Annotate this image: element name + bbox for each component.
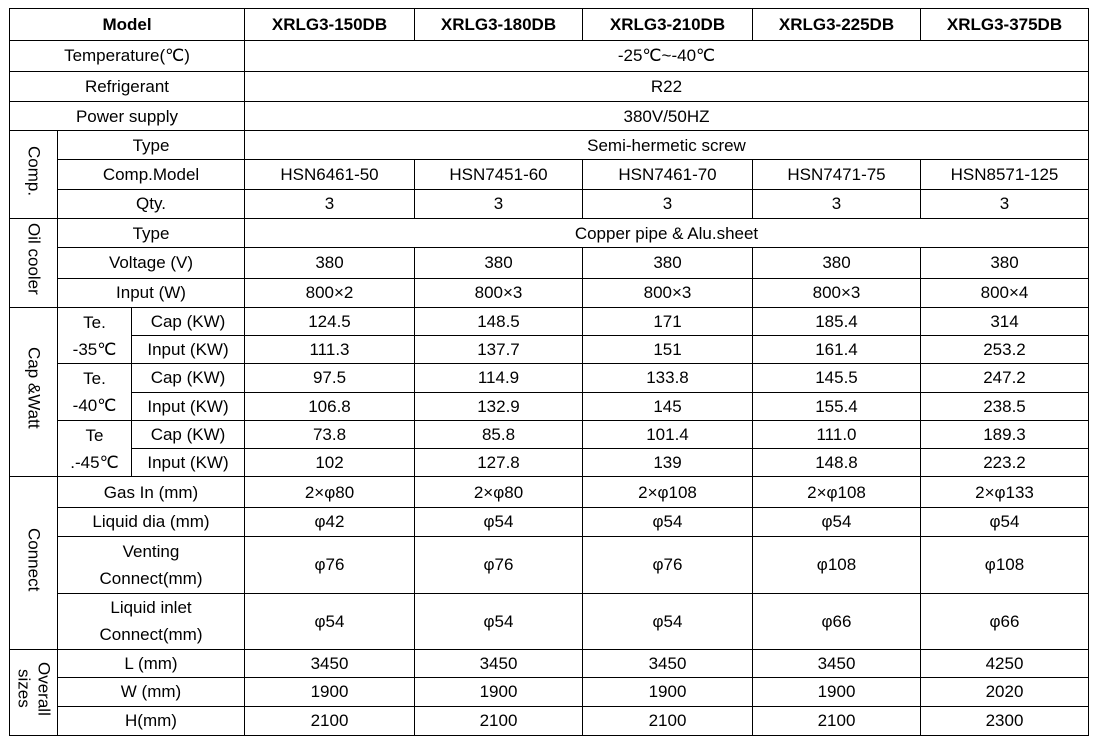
model-name: XRLG3-225DB xyxy=(753,9,921,41)
table-cell: 800×3 xyxy=(753,278,921,307)
table-cell: 2300 xyxy=(921,706,1089,735)
input-40-row xyxy=(10,392,1089,420)
model-name: XRLG3-210DB xyxy=(583,9,753,41)
table-cell: 106.8 xyxy=(245,392,415,420)
oil-input-label: Input (W) xyxy=(58,278,245,307)
comp-qty-row xyxy=(10,189,1089,218)
temperature-value: -25℃~-40℃ xyxy=(245,41,1089,71)
cap-label: Cap (KW) xyxy=(132,307,245,335)
table-cell: 101.4 xyxy=(583,420,753,448)
table-cell: 132.9 xyxy=(415,392,583,420)
table-cell: φ76 xyxy=(245,536,415,593)
table-cell: 380 xyxy=(415,248,583,278)
oil-cooler-group-text: Oil cooler xyxy=(24,223,44,295)
te-45-label xyxy=(58,420,132,477)
table-cell: 127.8 xyxy=(415,449,583,477)
table-cell: 2020 xyxy=(921,678,1089,706)
table-cell: 2100 xyxy=(415,706,583,735)
model-name: XRLG3-180DB xyxy=(415,9,583,41)
table-cell: 1900 xyxy=(415,678,583,706)
refrigerant-label: Refrigerant xyxy=(10,71,245,101)
table-cell: 800×3 xyxy=(415,278,583,307)
te-35-label xyxy=(58,307,132,364)
table-cell: 2×φ80 xyxy=(245,477,415,507)
table-cell: 380 xyxy=(753,248,921,278)
table-cell: φ42 xyxy=(245,507,415,536)
table-cell: 3 xyxy=(245,189,415,218)
cap-label: Cap (KW) xyxy=(132,420,245,448)
venting-label xyxy=(58,536,245,593)
liquid-inlet-label xyxy=(58,593,245,650)
table-cell: HSN7461-70 xyxy=(583,160,753,189)
table-cell: HSN7471-75 xyxy=(753,160,921,189)
table-cell: HSN7451-60 xyxy=(415,160,583,189)
width-row xyxy=(10,678,1089,706)
te-45-line1: Te xyxy=(85,425,104,445)
te-40-label xyxy=(58,364,132,421)
table-cell: 145.5 xyxy=(753,364,921,392)
comp-type-label: Type xyxy=(58,131,245,160)
comp-type-row xyxy=(10,131,1089,160)
power-supply-label: Power supply xyxy=(10,101,245,130)
table-cell: 114.9 xyxy=(415,364,583,392)
te-40-line1: Te. xyxy=(83,369,106,389)
table-cell: 102 xyxy=(245,449,415,477)
comp-group-label xyxy=(10,131,58,219)
comp-model-row xyxy=(10,160,1089,189)
table-cell: 800×4 xyxy=(921,278,1089,307)
input-35-row xyxy=(10,336,1089,364)
width-label: W (mm) xyxy=(58,678,245,706)
table-cell: HSN6461-50 xyxy=(245,160,415,189)
table-cell: 247.2 xyxy=(921,364,1089,392)
table-cell: 124.5 xyxy=(245,307,415,335)
connect-group-label xyxy=(10,477,58,650)
table-cell: 3 xyxy=(583,189,753,218)
table-cell: φ54 xyxy=(415,593,583,650)
table-cell: 133.8 xyxy=(583,364,753,392)
overall-sizes-line1: Overall xyxy=(34,661,54,716)
cap-label: Cap (KW) xyxy=(132,364,245,392)
table-cell: 139 xyxy=(583,449,753,477)
cap-40-row xyxy=(10,364,1089,392)
te-40-line2: -40℃ xyxy=(72,396,117,416)
table-cell: 800×2 xyxy=(245,278,415,307)
table-cell: 85.8 xyxy=(415,420,583,448)
table-cell: 3450 xyxy=(583,650,753,678)
temperature-label: Temperature(℃) xyxy=(10,41,245,71)
table-cell: φ54 xyxy=(415,507,583,536)
refrigerant-row xyxy=(10,71,1089,101)
table-cell: 111.0 xyxy=(753,420,921,448)
table-cell: φ54 xyxy=(583,507,753,536)
input-label: Input (KW) xyxy=(132,392,245,420)
liquid-dia-label: Liquid dia (mm) xyxy=(58,507,245,536)
spec-table xyxy=(9,8,1089,736)
table-cell: φ108 xyxy=(921,536,1089,593)
temperature-row xyxy=(10,41,1089,71)
table-cell: 161.4 xyxy=(753,336,921,364)
comp-type-value: Semi-hermetic screw xyxy=(245,131,1089,160)
height-label: H(mm) xyxy=(58,706,245,735)
table-cell: 97.5 xyxy=(245,364,415,392)
table-cell: 148.8 xyxy=(753,449,921,477)
cap-35-row xyxy=(10,307,1089,335)
power-supply-row xyxy=(10,101,1089,130)
table-cell: 2×φ133 xyxy=(921,477,1089,507)
table-cell: 2100 xyxy=(583,706,753,735)
table-cell: 137.7 xyxy=(415,336,583,364)
table-cell: 185.4 xyxy=(753,307,921,335)
model-header: Model xyxy=(10,9,245,41)
table-cell: φ76 xyxy=(583,536,753,593)
table-cell: φ54 xyxy=(921,507,1089,536)
overall-sizes-group-text xyxy=(14,662,54,716)
length-row xyxy=(10,650,1089,678)
length-label: L (mm) xyxy=(58,650,245,678)
input-45-row xyxy=(10,449,1089,477)
table-cell: φ54 xyxy=(245,593,415,650)
gas-in-label: Gas In (mm) xyxy=(58,477,245,507)
liquid-inlet-row xyxy=(10,593,1089,650)
table-cell: 2×φ108 xyxy=(753,477,921,507)
table-cell: φ108 xyxy=(753,536,921,593)
overall-sizes-line2: sizes xyxy=(14,669,34,708)
oil-cooler-group-label xyxy=(10,218,58,307)
table-cell: 148.5 xyxy=(415,307,583,335)
comp-group-text: Comp. xyxy=(24,145,44,196)
table-cell: φ54 xyxy=(753,507,921,536)
table-cell: 3450 xyxy=(753,650,921,678)
height-row xyxy=(10,706,1089,735)
header-row xyxy=(10,9,1089,41)
input-label: Input (KW) xyxy=(132,336,245,364)
table-cell: 145 xyxy=(583,392,753,420)
table-cell: 151 xyxy=(583,336,753,364)
comp-qty-label: Qty. xyxy=(58,189,245,218)
table-cell: 2×φ80 xyxy=(415,477,583,507)
table-cell: 238.5 xyxy=(921,392,1089,420)
table-cell: φ66 xyxy=(921,593,1089,650)
table-cell: 1900 xyxy=(245,678,415,706)
table-cell: 1900 xyxy=(753,678,921,706)
te-45-line2: .-45℃ xyxy=(70,452,119,472)
oil-type-row xyxy=(10,218,1089,247)
table-cell: HSN8571-125 xyxy=(921,160,1089,189)
venting-line1: Venting xyxy=(122,541,180,561)
table-cell: 171 xyxy=(583,307,753,335)
table-cell: 3450 xyxy=(245,650,415,678)
table-cell: φ76 xyxy=(415,536,583,593)
input-label: Input (KW) xyxy=(132,449,245,477)
connect-group-text: Connect xyxy=(24,527,44,591)
refrigerant-value: R22 xyxy=(245,71,1089,101)
table-cell: 3 xyxy=(415,189,583,218)
cap-watt-group-text: Cap &Watt xyxy=(24,347,44,429)
table-cell: 800×3 xyxy=(583,278,753,307)
table-cell: 111.3 xyxy=(245,336,415,364)
gas-in-row xyxy=(10,477,1089,507)
table-cell: 253.2 xyxy=(921,336,1089,364)
cap-watt-group-label xyxy=(10,307,58,477)
liquid-inlet-line2: Connect(mm) xyxy=(99,625,203,645)
table-cell: φ54 xyxy=(583,593,753,650)
table-cell: 155.4 xyxy=(753,392,921,420)
table-cell: 2100 xyxy=(753,706,921,735)
table-cell: 73.8 xyxy=(245,420,415,448)
oil-type-label: Type xyxy=(58,218,245,247)
liquid-inlet-line1: Liquid inlet xyxy=(110,598,192,618)
cap-45-row xyxy=(10,420,1089,448)
venting-row xyxy=(10,536,1089,593)
venting-line2: Connect(mm) xyxy=(99,568,203,588)
comp-model-label: Comp.Model xyxy=(58,160,245,189)
table-cell: 3450 xyxy=(415,650,583,678)
model-name: XRLG3-150DB xyxy=(245,9,415,41)
table-cell: 3 xyxy=(921,189,1089,218)
overall-sizes-group-label xyxy=(10,650,58,736)
table-cell: 2×φ108 xyxy=(583,477,753,507)
oil-type-value: Copper pipe & Alu.sheet xyxy=(245,218,1089,247)
table-cell: 3 xyxy=(753,189,921,218)
model-name: XRLG3-375DB xyxy=(921,9,1089,41)
table-cell: 314 xyxy=(921,307,1089,335)
oil-input-row xyxy=(10,278,1089,307)
table-cell: 189.3 xyxy=(921,420,1089,448)
oil-voltage-row xyxy=(10,248,1089,278)
te-35-line1: Te. xyxy=(83,312,106,332)
power-supply-value: 380V/50HZ xyxy=(245,101,1089,130)
oil-voltage-label: Voltage (V) xyxy=(58,248,245,278)
table-cell: 380 xyxy=(921,248,1089,278)
table-cell: φ66 xyxy=(753,593,921,650)
table-cell: 223.2 xyxy=(921,449,1089,477)
table-cell: 4250 xyxy=(921,650,1089,678)
te-35-line2: -35℃ xyxy=(72,339,117,359)
table-cell: 380 xyxy=(583,248,753,278)
table-cell: 1900 xyxy=(583,678,753,706)
table-cell: 380 xyxy=(245,248,415,278)
liquid-dia-row xyxy=(10,507,1089,536)
table-cell: 2100 xyxy=(245,706,415,735)
